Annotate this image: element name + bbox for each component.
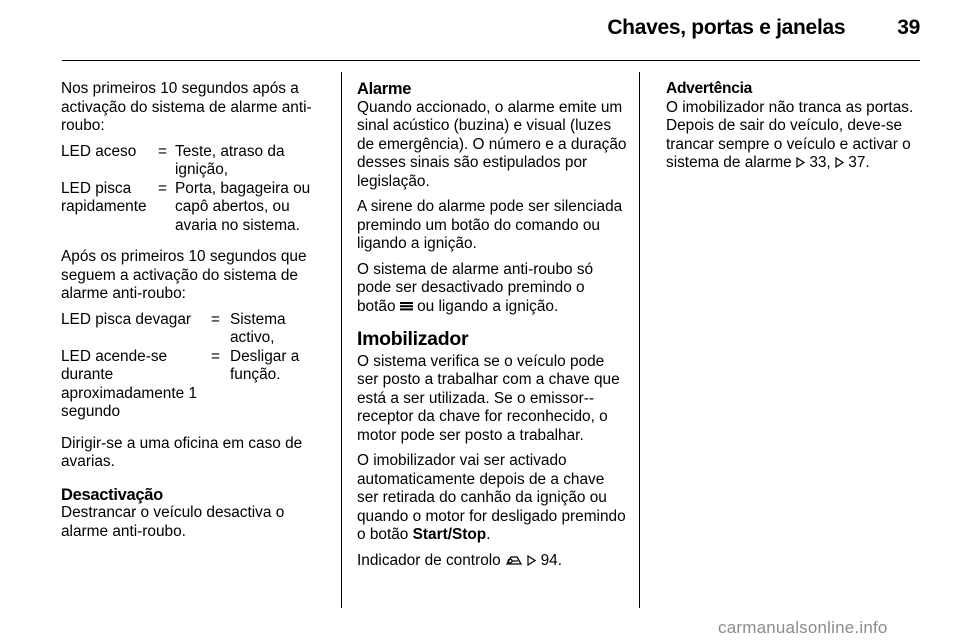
alarm-paragraph-1: Quando accionado, o alarme emite um sinal acústico (buzina) e visual (luzes de emergência). O número e a duração desses sinais são estipulados por legislação. bbox=[357, 98, 627, 190]
triangle-arrow-icon bbox=[527, 555, 536, 566]
section-title: Chaves, portas e janelas bbox=[607, 16, 846, 39]
led-table-1 bbox=[61, 143, 325, 236]
deactivation-text: Destrancar o veículo desactiva o alarme anti-roubo. bbox=[61, 504, 285, 540]
watermark: carmanualsonline.info bbox=[718, 618, 888, 637]
page-number: 39 bbox=[897, 16, 920, 39]
imm-p2-end: . bbox=[486, 526, 491, 543]
table-desc: Desligar a função. bbox=[230, 347, 300, 383]
table-eq: = bbox=[158, 142, 167, 160]
led-table-2 bbox=[61, 311, 325, 422]
warning-ref-1: 33, bbox=[809, 154, 831, 171]
header-rule bbox=[62, 60, 920, 61]
imm-p2-start: O imobilizador vai ser activado automaticamente depois de a chave ser retirada do canhão da ignição ou quando o motor for desligado premindo o botão bbox=[357, 452, 626, 543]
alarm-paragraph-2: A sirene do alarme pode ser silenciada premindo um botão do comando ou ligando a ignição. bbox=[357, 198, 623, 252]
alarm-paragraph-3 bbox=[357, 261, 627, 317]
triangle-arrow-icon bbox=[835, 157, 844, 168]
column-divider-2 bbox=[639, 72, 640, 608]
table-eq: = bbox=[158, 179, 167, 197]
key-car-icon bbox=[505, 554, 523, 567]
table-term: LED aceso bbox=[61, 142, 137, 160]
warning-line-1: O imobilizador não tranca as portas. bbox=[666, 98, 914, 116]
table-desc: Sistema activo, bbox=[230, 310, 286, 346]
triangle-arrow-icon bbox=[796, 157, 805, 168]
column-1 bbox=[61, 80, 325, 548]
table-eq: = bbox=[211, 347, 220, 365]
column-2 bbox=[357, 80, 627, 577]
indicator-page-ref: 94. bbox=[540, 551, 562, 569]
table-desc: Porta, bagageira ou capô abertos, ou avaria no sistema. bbox=[175, 179, 311, 234]
unlock-bars-icon bbox=[400, 301, 413, 311]
immobilizer-paragraph-2 bbox=[357, 452, 627, 545]
alarm-p3-end: ou ligando a ignição. bbox=[417, 297, 559, 315]
warning-ref-2: 37. bbox=[848, 154, 870, 171]
after-text: Após os primeiros 10 segundos que seguem a activação do sistema de alarme anti-roubo: bbox=[61, 248, 307, 302]
table-term: LED acende-se durante aproximadamente 1 segundo bbox=[61, 347, 198, 420]
indicator-text: Indicador de controlo bbox=[357, 551, 501, 569]
column-3 bbox=[666, 80, 928, 173]
page-header bbox=[607, 16, 920, 40]
indicator-line bbox=[357, 552, 627, 571]
warning-rest: Depois de sair do veículo, deve-se trancar sempre o veículo e activar o sistema de alarme bbox=[666, 117, 911, 171]
table-desc: Teste, atraso da ignição, bbox=[175, 142, 285, 178]
table-term: LED pisca devagar bbox=[61, 310, 192, 328]
table-term: LED pisca rapidamente bbox=[61, 179, 147, 215]
start-stop-label: Start/Stop bbox=[412, 526, 487, 543]
immobilizer-heading: Imobilizador bbox=[357, 328, 469, 350]
deactivation-heading: Desactivação bbox=[61, 485, 163, 504]
column-divider-1 bbox=[341, 72, 342, 608]
alarm-p3-start: O sistema de alarme anti-roubo só pode ser desactivado premindo o botão bbox=[357, 260, 594, 315]
table-eq: = bbox=[211, 310, 220, 328]
immobilizer-paragraph-1: O sistema verifica se o veículo pode ser posto a trabalhar com a chave que está a ser utilizada. Se o emissor--receptor da chave for reconhecido, o motor pode ser posto a trabalhar. bbox=[357, 352, 620, 444]
alarm-heading: Alarme bbox=[357, 80, 412, 98]
warning-body bbox=[666, 117, 928, 173]
warning-heading: Advertência bbox=[666, 80, 752, 97]
intro-text: Nos primeiros 10 segundos após a activação do sistema de alarme anti-roubo: bbox=[61, 80, 312, 134]
workshop-text: Dirigir-se a uma oficina em caso de avarias. bbox=[61, 434, 303, 470]
